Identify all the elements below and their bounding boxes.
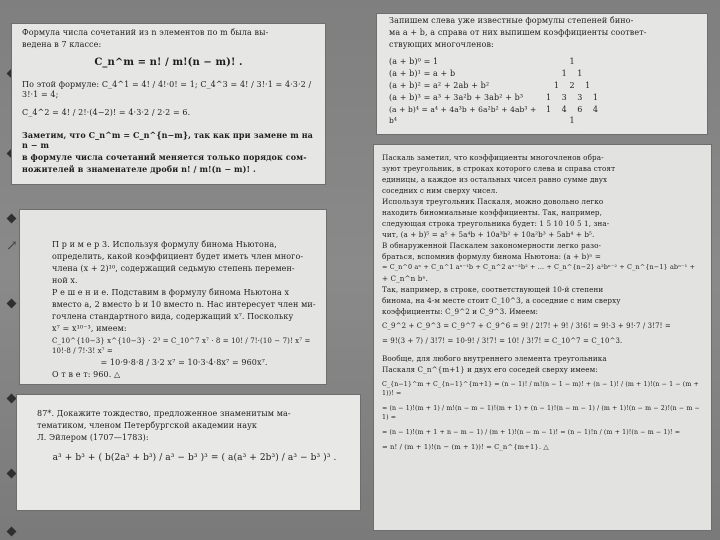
text-line: ножителей в знаменателе дроби n! / m!(n − m)! . [22, 164, 256, 174]
text-line: соседних с ним сверху чисел. [382, 186, 498, 195]
text-line: зуют треугольник, в строках которого слева и справа стоят [382, 164, 616, 173]
formula: C_4^2 = 4! / 2!·(4−2)! = 4·3·2 / 2·2 = 6. [22, 108, 191, 117]
coefficient-row: 1 [569, 57, 579, 66]
formula: a³ + b³ + ( b(2a³ + b³) / a³ − b³ )³ = ( a(a³ + 2b³) / a³ − b³ )³ . [52, 453, 337, 463]
bullet-icon [7, 394, 17, 404]
text-line: 87*. Докажите тождество, предложенное знаменитым ма- [37, 409, 291, 418]
bullet-icon [7, 299, 17, 309]
text-line: Заметим, что C_n^m = C_n^{n−m}, так как при замене m на n − m [22, 130, 313, 150]
text-line: в формуле числа сочетаний меняется только порядок сом- [22, 152, 307, 162]
text-line: члена (x + 2)¹⁰, содержащий седьмую степень перемен- [52, 264, 295, 273]
scan-example-3 [20, 210, 326, 384]
scan-exercise-87 [17, 395, 360, 510]
text-line: ведена в 7 классе: [22, 40, 102, 49]
text-line: бинома, на 4-м месте стоит C_10^3, а соседние с ним сверху [382, 296, 621, 305]
binomial-formula: (a + b)³ = a³ + 3a²b + 3ab² + b³ [389, 93, 524, 102]
arrow-icon: ↗ [6, 238, 18, 254]
text-line: следующая строка треугольника будет: 1 5 10 10 5 1, зна- [382, 219, 610, 228]
binomial-formula: (a + b)² = a² + 2ab + b² [389, 81, 490, 90]
scan-binomial-powers [377, 14, 707, 134]
formula: C_{n−1}^m + C_{n−1}^{m+1} = (n − 1)! / m!(n − 1 − m)! + (n − 1)! / (m + 1)!(n − 1 − (m + 1))! = [382, 381, 699, 397]
text-line: Л. Эйлером (1707—1783): [37, 433, 149, 442]
binomial-formula: ... [389, 128, 397, 134]
text-line: П р и м е р 3. Используя формулу бинома Ньютона, [52, 240, 277, 249]
text-line: единицы, а каждое из остальных чисел равно сумме двух [382, 175, 608, 184]
text-line: гочлена стандартного вида, содержащий x⁷. Поскольку [52, 312, 294, 321]
formula: По этой формуле: C_4^1 = 4! / 4!·0! = 1; C_4^3 = 4! / 3!·1 = 4·3·2 / 3!·1 = 4; [22, 80, 312, 99]
text-line: Паскаль заметил, что коэффициенты многочленов обра- [382, 153, 604, 162]
formula: = C_n^0 aⁿ + C_n^1 aⁿ⁻¹b + C_n^2 aⁿ⁻²b² + ... + C_n^{n−2} a²bⁿ⁻² + C_n^{n−1} abⁿ⁻¹ + [382, 263, 696, 271]
text-line: тематиком, членом Петербургской академии наук [37, 421, 257, 430]
binomial-formula: (a + b)⁴ = a⁴ + 4a³b + 6a²b² + 4ab³ + b⁴ [389, 105, 537, 125]
text-line: Вообще, для любого внутреннего элемента треугольника [382, 354, 607, 363]
formula: C_n^m = n! / m!(n − m)! . [94, 57, 243, 68]
text-line: ма a + b, а справа от них выпишем коэффициенты соответ- [389, 28, 647, 37]
bullet-icon [7, 214, 17, 224]
text-line: ствующих многочленов: [389, 40, 494, 49]
text-line: Используя треугольник Паскаля, можно довольно легко [382, 197, 604, 206]
text-line: определить, какой коэффициент будет иметь член много- [52, 252, 304, 261]
text-line: Паскаля C_n^{m+1} и двух его соседей сверху имеем: [382, 365, 598, 374]
binomial-formula: (a + b)¹ = a + b [389, 69, 456, 78]
coefficient-row: 1 3 3 1 [546, 93, 602, 102]
formula: = 9!(3 + 7) / 3!7! = 10·9! / 3!7! = 10! / 3!7! = C_10^7 = C_10^3. [382, 337, 623, 345]
bullet-icon [7, 469, 17, 479]
text-line: браться, вспомнив формулу бинома Ньютона: (a + b)ⁿ = [382, 252, 601, 261]
text-line: коэффициенты: C_9^2 и C_9^3. Имеем: [382, 307, 539, 316]
formula: + C_n^n bⁿ. [382, 274, 429, 283]
coefficient-row: 1 1 [561, 69, 587, 78]
text-line: находить биномиальные коэффициенты. Так, например, [382, 208, 603, 217]
text-line: Формула числа сочетаний из n элементов по m была вы- [22, 28, 269, 37]
text-line: ной x. [52, 276, 78, 285]
scan-pascal-triangle [374, 145, 711, 530]
formula: = (n − 1)!(m + 1 + n − m − 1) / (m + 1)!(n − m − 1)! = (n − 1)!n / (m + 1)!(n − m − 1)! = [382, 429, 681, 436]
text-line: x⁷ = x¹⁰⁻³, имеем: [52, 324, 127, 333]
binomial-table [389, 56, 695, 134]
formula: = n! / (m + 1)!(n − (m + 1))! = C_n^{m+1}. △ [382, 443, 549, 451]
text-line: чит, (a + b)⁵ = a⁵ + 5a⁴b + 10a³b² + 10a²b³ + 5ab⁴ + b⁵. [382, 230, 595, 239]
binomial-formula: (a + b)⁰ = 1 [389, 57, 439, 66]
text-line: Запишем слева уже известные формулы степеней бино- [389, 16, 634, 25]
text-line: Р е ш е н и е. Подставим в формулу бинома Ньютона x [52, 288, 290, 297]
formula: C_9^2 + C_9^3 = C_9^7 + C_9^6 = 9! / 2!7! + 9! / 3!6! = 9!·3 + 9!·7 / 3!7! = [382, 322, 671, 330]
coefficient-row: 1 4 6 4 1 [546, 105, 602, 125]
scan-combinations-formula [12, 24, 325, 184]
formula: = 10·9·8·8 / 3·2 x⁷ = 10·3·4·8x⁷ = 960x⁷. [100, 358, 268, 367]
text-line: вместо a, 2 вместо b и 10 вместо n. Нас интересует член ми- [52, 300, 316, 309]
coefficient-row: 1 2 1 [553, 81, 595, 90]
bullet-icon [7, 527, 17, 537]
answer: О т в е т: 960. △ [52, 370, 121, 379]
text-line: Так, например, в строке, соответствующей 10-й степени [382, 285, 604, 294]
coefficient-row: ... [564, 128, 584, 134]
formula: = (n − 1)!(m + 1) / m!(n − m − 1)!(m + 1) + (n − 1)!(n − m − 1) / (m + 1)!(n − m − 2)!(n − m − 1) = [382, 405, 700, 421]
text-line: В обнаруженной Паскалем закономерности легко разо- [382, 241, 602, 250]
formula: C_10^{10−3} x^{10−3} · 2³ = C_10^7 x⁷ · 8 = 10! / 7!·(10 − 7)! x⁷ = 10!·8 / 7!·3! x⁷ = [52, 337, 311, 355]
